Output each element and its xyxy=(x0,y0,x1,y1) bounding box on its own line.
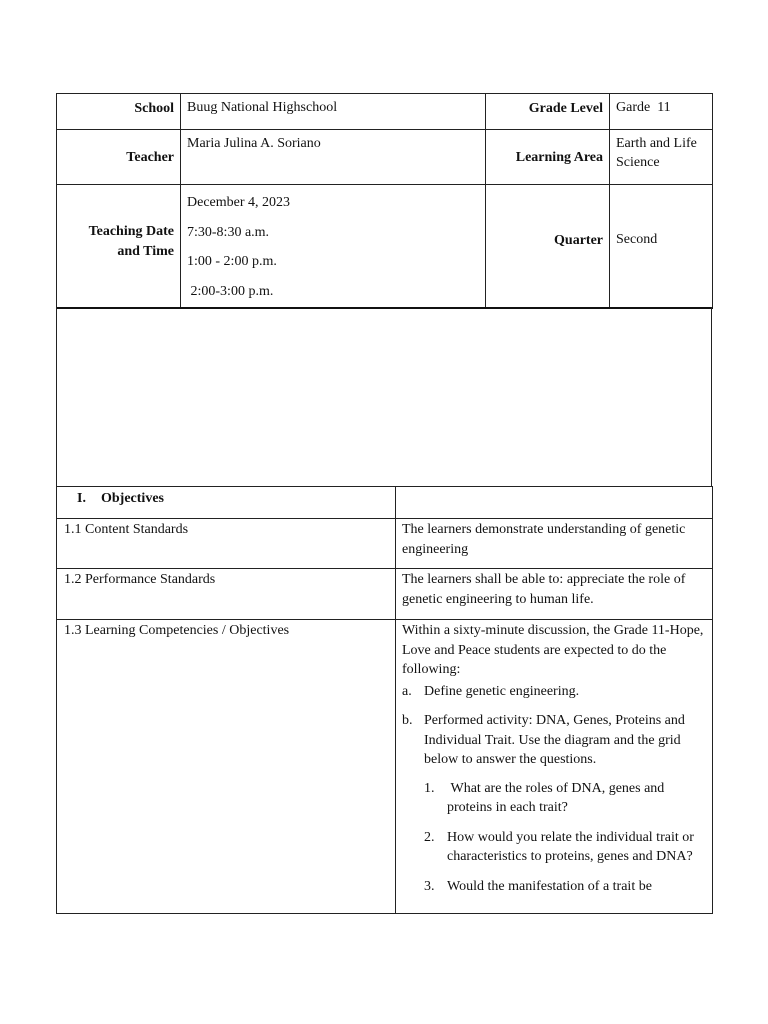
list-item-text: Define genetic engineering. xyxy=(424,683,580,699)
school-value: Buug National Highschool xyxy=(187,100,338,115)
list-item-text: What are the roles of DNA, genes and proteins in each trait? xyxy=(447,780,668,815)
content-standards-text: The learners demonstrate understanding of genetic engineering xyxy=(402,522,686,557)
list-marker: 2. xyxy=(424,829,435,845)
list-item xyxy=(402,779,708,818)
teaching-date-value-cell xyxy=(181,185,486,308)
time-slot-3: 2:00-3:00 p.m. xyxy=(187,283,274,299)
list-item xyxy=(402,711,708,770)
objectives-heading-empty-cell xyxy=(396,487,713,519)
time-slot-2: 1:00 - 2:00 p.m. xyxy=(187,254,277,269)
teacher-value: Maria Julina A. Soriano xyxy=(187,136,321,151)
learning-area-value-line2: Science xyxy=(616,155,660,170)
competencies-label: 1.3 Learning Competencies / Objectives xyxy=(64,623,290,638)
teaching-date-label-line1: Teaching Date xyxy=(88,224,174,239)
grade-level-value: Garde 11 xyxy=(616,100,671,115)
list-item-text: Performed activity: DNA, Genes, Proteins and Individual Trait. Use the diagram and the grid below to answer the questions. xyxy=(424,713,685,767)
quarter-label: Quarter xyxy=(554,233,603,248)
list-item xyxy=(402,877,708,897)
list-item-text: Would the manifestation of a trait be xyxy=(447,878,652,894)
content-standards-label: 1.1 Content Standards xyxy=(64,522,189,537)
content-standards-label-cell xyxy=(57,519,396,569)
school-value-cell xyxy=(181,94,486,130)
teaching-date-label-cell xyxy=(57,185,181,308)
quarter-value-cell xyxy=(610,185,713,308)
learning-area-value-line1: Earth and Life xyxy=(616,136,697,151)
school-label: School xyxy=(134,101,174,116)
performance-standards-text-cell xyxy=(396,569,713,620)
list-marker: 1. xyxy=(424,780,435,796)
list-marker: b. xyxy=(402,713,413,728)
performance-standards-label: 1.2 Performance Standards xyxy=(64,572,216,587)
quarter-value: Second xyxy=(616,232,658,247)
quarter-label-cell xyxy=(486,185,610,308)
list-item-text: How would you relate the individual trait or characteristics to proteins, genes and DNA? xyxy=(447,829,694,864)
grade-level-label-cell xyxy=(486,94,610,130)
school-label-cell xyxy=(57,94,181,130)
learning-area-label-cell xyxy=(486,130,610,185)
content-standards-text-cell xyxy=(396,519,713,569)
teaching-date-value: December 4, 2023 xyxy=(187,195,291,210)
questions-list xyxy=(402,779,708,897)
blank-section xyxy=(56,307,712,486)
objectives-heading-cell xyxy=(57,487,396,519)
performance-standards-text: The learners shall be able to: appreciate the role of genetic engineering to human life. xyxy=(402,572,686,607)
competencies-intro: Within a sixty-minute discussion, the Grade 11-Hope, Love and Peace students are expected to do the following: xyxy=(402,623,704,677)
list-marker: a. xyxy=(402,683,412,699)
grade-level-label: Grade Level xyxy=(528,101,603,116)
teacher-label-cell xyxy=(57,130,181,185)
teaching-date-label-line2: and Time xyxy=(117,244,174,259)
learning-area-value-cell xyxy=(610,130,713,185)
time-slot-1: 7:30-8:30 a.m. xyxy=(187,224,270,240)
competencies-text-cell xyxy=(396,620,713,914)
teacher-value-cell xyxy=(181,130,486,185)
objectives-section-number: I. xyxy=(77,491,86,506)
objectives-list xyxy=(402,682,708,770)
lesson-header-table xyxy=(56,93,713,309)
teacher-label: Teacher xyxy=(126,150,174,165)
objectives-table xyxy=(56,486,713,914)
performance-standards-label-cell xyxy=(57,569,396,620)
list-item xyxy=(402,828,708,867)
list-marker: 3. xyxy=(424,878,435,894)
objectives-section-title: Objectives xyxy=(101,491,164,506)
competencies-label-cell xyxy=(57,620,396,914)
grade-level-value-cell xyxy=(610,94,713,130)
learning-area-label: Learning Area xyxy=(515,150,603,165)
list-item xyxy=(402,682,708,702)
